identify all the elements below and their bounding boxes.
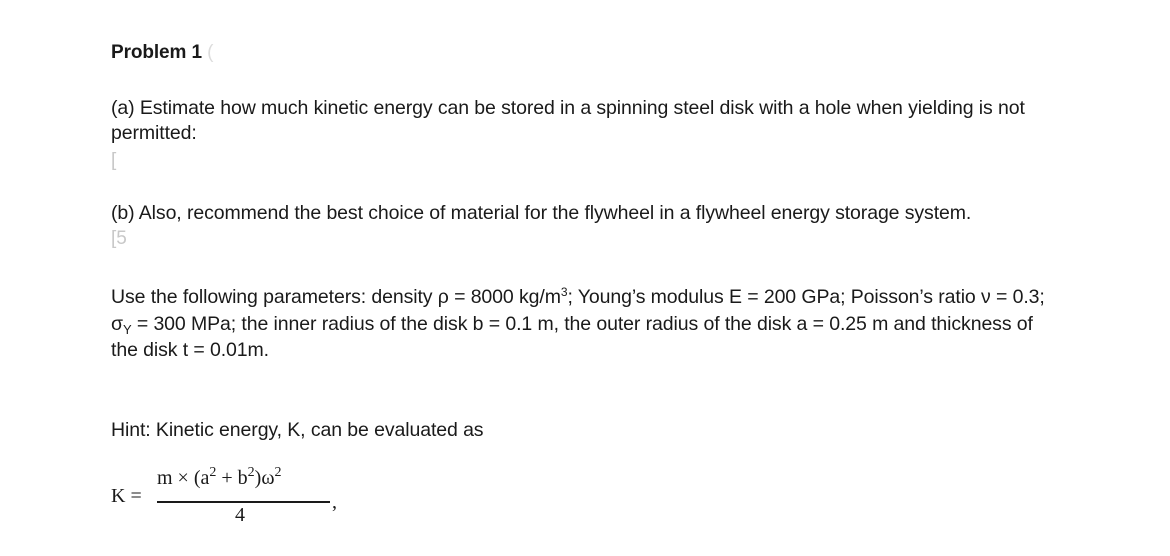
formula-comma: ,	[332, 491, 337, 513]
formula-lhs: K =	[111, 485, 142, 507]
part-a-question: (a) Estimate how much kinetic energy can be stored in a spinning steel disk with a hole when yielding is not permitted:	[111, 97, 1025, 144]
part-b-question: (b) Also, recommend the best choice of material for the flywheel in a flywheel energy storage system.	[111, 202, 972, 224]
part-b-marks: [5	[111, 228, 127, 249]
formula-numer-part-a: m × (a	[157, 467, 210, 489]
parameters-modulus: ; Young’s modulus E = 200 GPa; Poisson’s ratio ν = 0.3;	[567, 286, 1045, 308]
formula-numerator	[157, 467, 281, 490]
parameters-density-exponent: 3	[560, 285, 568, 299]
parameters-density: Use the following parameters: density ρ = 8000 kg/m	[111, 286, 561, 308]
parameters-paragraph	[111, 285, 1071, 363]
formula-sq-omega: 2	[274, 465, 282, 480]
formula-numer-part-b: + b	[216, 467, 248, 489]
part-a-marks: [	[111, 150, 117, 171]
parameters-sigma-subscript: Y	[122, 322, 132, 337]
parameters-yield-radii: = 300 MPa; the inner radius of the disk b = 0.1 m, the outer radius of the disk a = 0.25 m and thickness of	[131, 313, 1033, 335]
formula-numer-part-c: )ω	[254, 467, 275, 489]
formula-sq-a: 2	[209, 465, 217, 480]
parameters-sigma: σ	[111, 313, 123, 335]
kinetic-energy-formula	[111, 462, 411, 532]
formula-sq-b: 2	[247, 465, 255, 480]
problem-title-faint: (	[207, 42, 214, 63]
hint-text: Hint: Kinetic energy, K, can be evaluated as	[111, 419, 484, 441]
problem-title-text: Problem 1	[111, 42, 202, 63]
formula-fraction-bar	[157, 501, 330, 503]
problem-title	[111, 40, 213, 65]
parameters-line-2	[111, 312, 1071, 338]
formula-denominator: 4	[235, 504, 245, 526]
parameters-line-3: the disk t = 0.01m.	[111, 339, 269, 361]
parameters-line-1	[111, 285, 1071, 312]
